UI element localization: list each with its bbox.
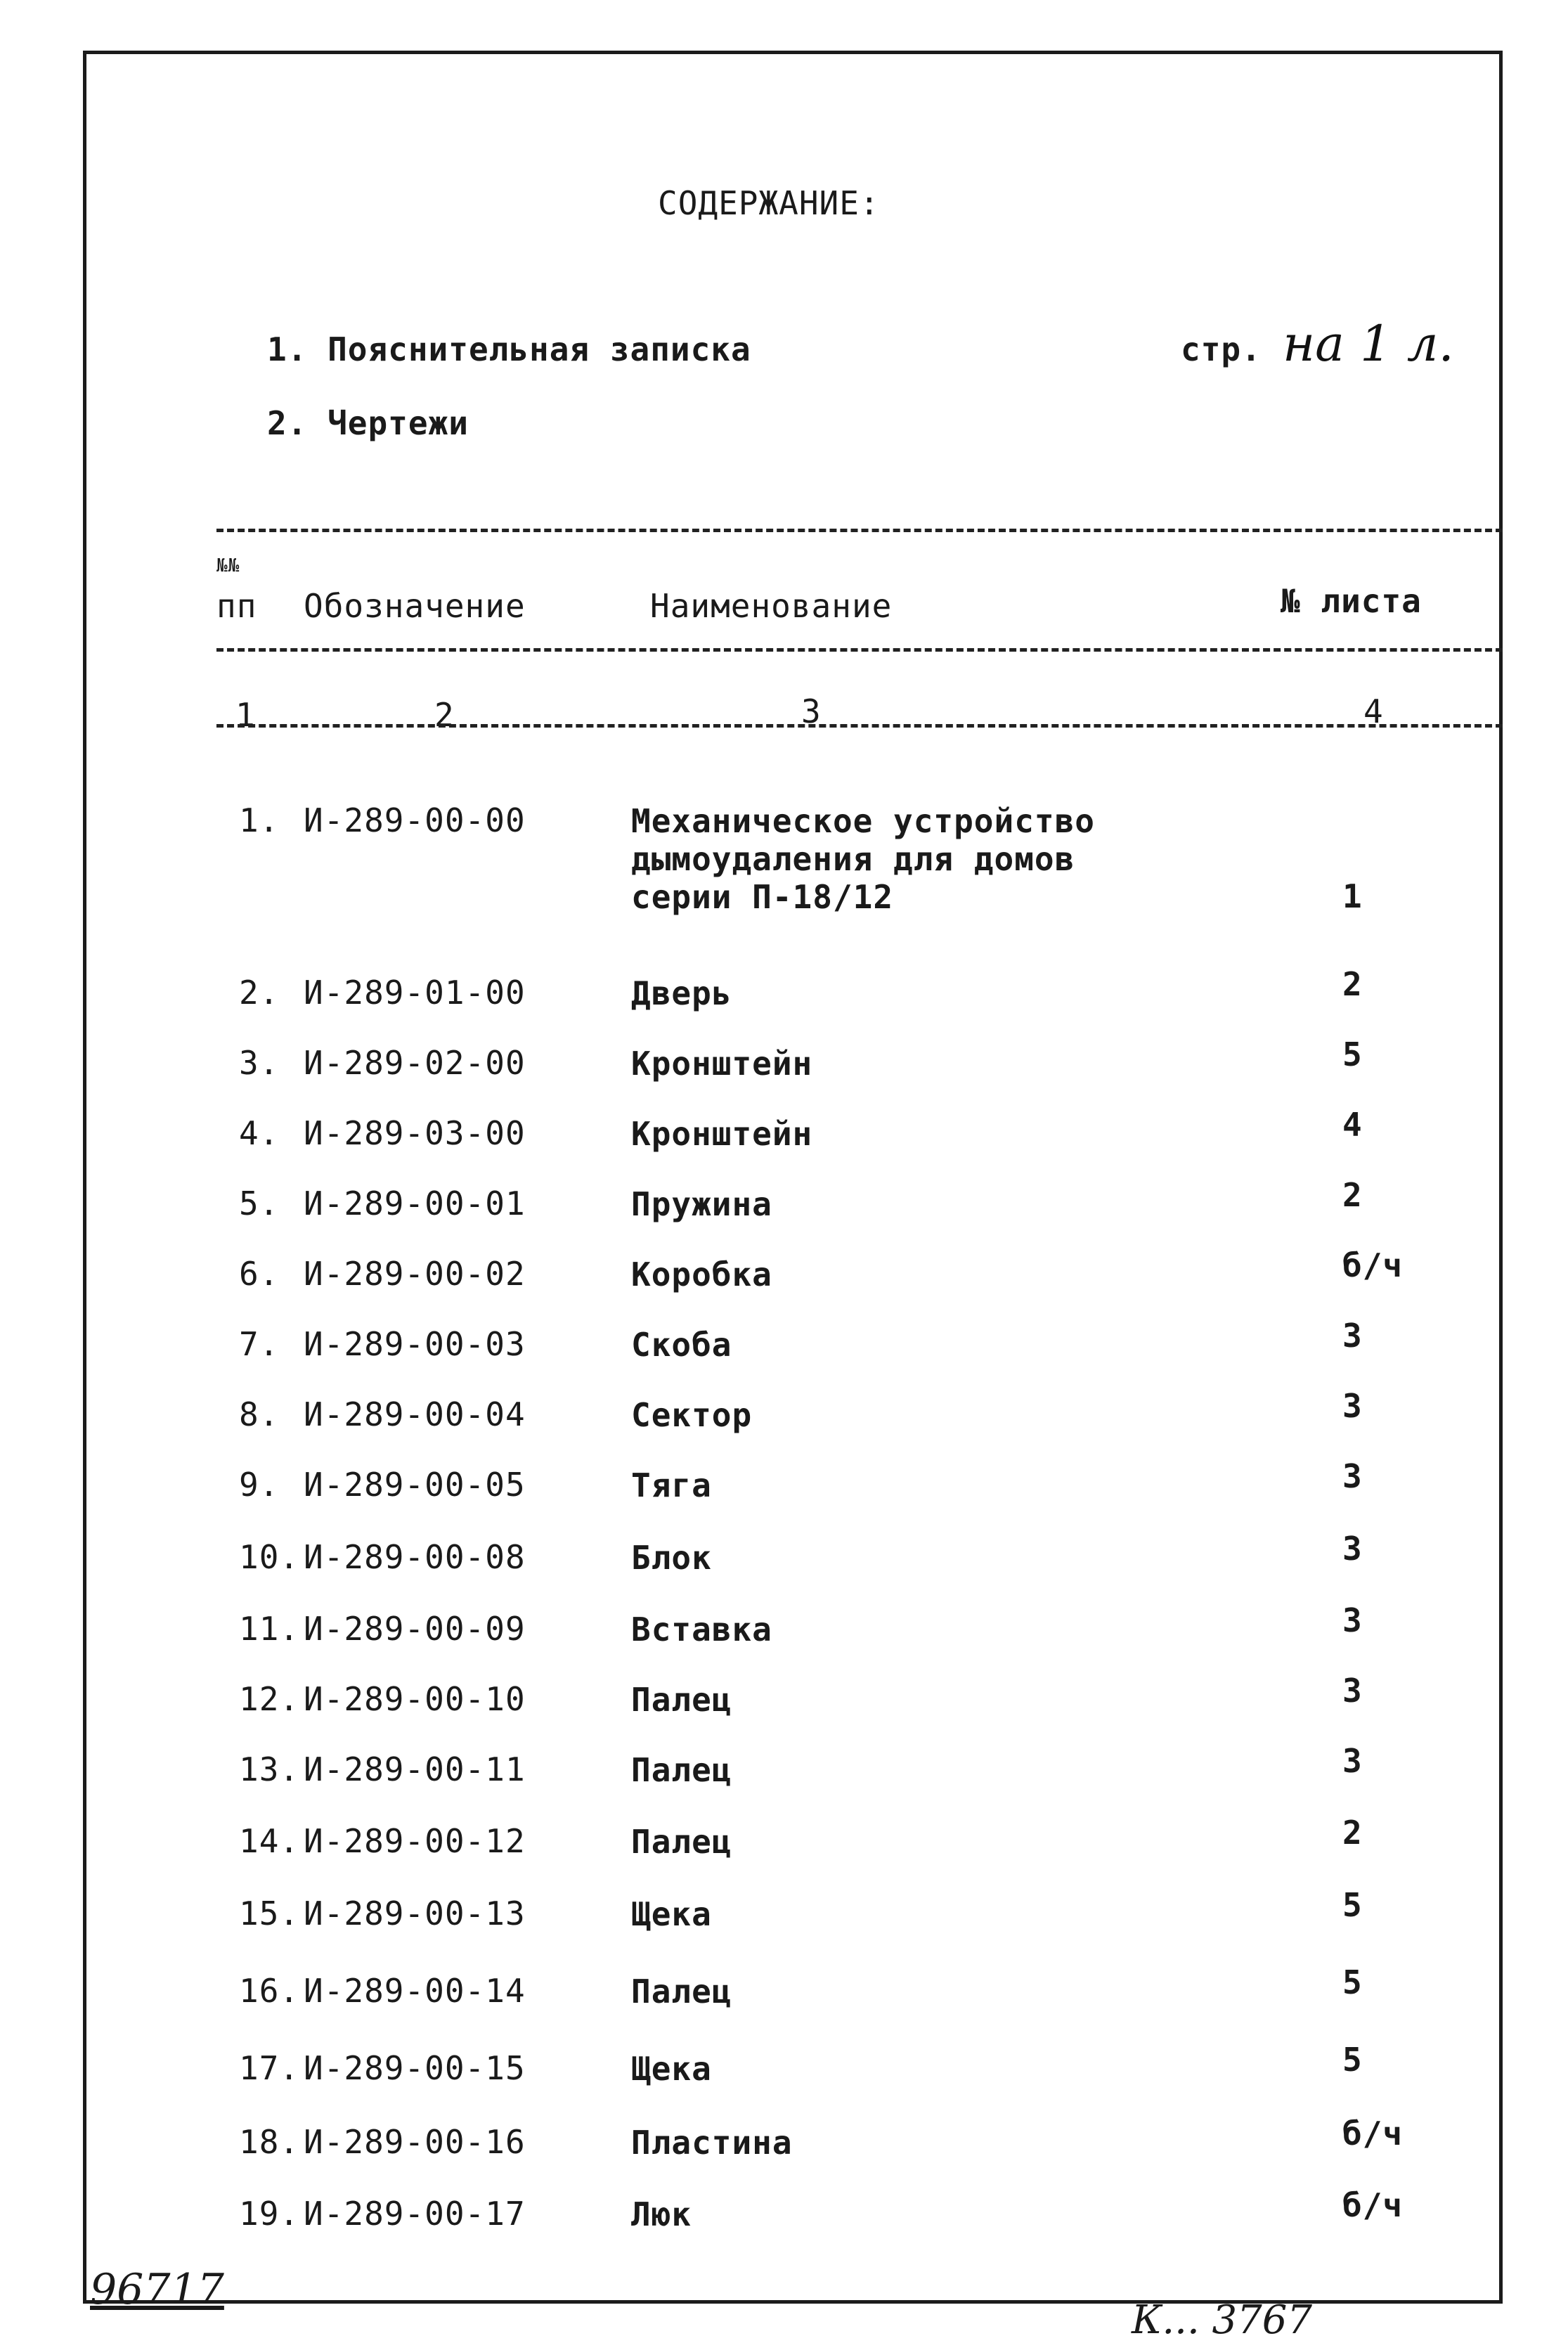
row-number: 4.: [239, 1114, 280, 1152]
row-sheet-number: б/ч: [1342, 1246, 1404, 1284]
row-name: Щека: [631, 1895, 712, 1933]
row-name: Палец: [631, 1823, 732, 1861]
row-sheet-number: 3: [1342, 1387, 1363, 1425]
page-reference-handwritten: на 1 л.: [1283, 315, 1454, 373]
row-number: 6.: [239, 1255, 280, 1293]
row-designation: И-289-00-04: [304, 1395, 526, 1433]
header-num-top: №№: [216, 555, 240, 576]
row-number: 10.: [239, 1538, 300, 1576]
row-sheet-number: 3: [1342, 1742, 1363, 1780]
row-name: Скоба: [631, 1326, 732, 1364]
row-number: 11.: [239, 1610, 300, 1648]
bottom-note: К... 3767: [1132, 2297, 1313, 2343]
row-name: дымоудаления для домов: [631, 840, 1075, 878]
row-number: 17.: [239, 2049, 300, 2087]
row-sheet-number: 3: [1342, 1601, 1363, 1639]
row-number: 13.: [239, 1750, 300, 1788]
row-number: 7.: [239, 1325, 280, 1363]
document-frame: [83, 51, 1503, 2304]
row-designation: И-289-00-09: [304, 1610, 526, 1648]
row-sheet-number: 2: [1342, 965, 1363, 1003]
row-name: Палец: [631, 1973, 732, 2010]
row-designation: И-289-00-03: [304, 1325, 526, 1363]
header-num: пп: [216, 587, 257, 625]
row-name: Люк: [631, 2195, 692, 2233]
row-designation: И-289-00-12: [304, 1822, 526, 1860]
row-number: 3.: [239, 1044, 280, 1082]
column-number-1: 1: [235, 696, 255, 734]
row-sheet-number: 2: [1342, 1814, 1363, 1852]
row-designation: И-289-03-00: [304, 1114, 526, 1152]
row-name: Вставка: [631, 1611, 772, 1648]
row-sheet-number: 5: [1342, 2041, 1363, 2079]
row-sheet-number: 5: [1342, 1963, 1363, 2001]
row-sheet-number: б/ч: [1342, 2115, 1404, 2152]
row-designation: И-289-02-00: [304, 1044, 526, 1082]
row-number: 2.: [239, 974, 280, 1012]
row-name: Кронштейн: [631, 1045, 813, 1083]
row-name: Палец: [631, 1751, 732, 1789]
document-title: СОДЕРЖАНИЕ:: [658, 184, 880, 222]
row-number: 14.: [239, 1822, 300, 1860]
row-designation: И-289-00-00: [304, 801, 526, 839]
row-designation: И-289-00-16: [304, 2123, 526, 2161]
row-sheet-number: 3: [1342, 1317, 1363, 1355]
column-number-4: 4: [1363, 692, 1383, 730]
row-name: Блок: [631, 1539, 712, 1577]
page-reference-printed: стр.: [1181, 330, 1262, 368]
column-number-2: 2: [434, 696, 454, 734]
table-top-divider: [216, 529, 1503, 532]
row-designation: И-289-00-01: [304, 1185, 526, 1222]
row-number: 19.: [239, 2195, 300, 2233]
row-sheet-number: 3: [1342, 1672, 1363, 1710]
row-sheet-number: 3: [1342, 1530, 1363, 1568]
column-number-3: 3: [801, 692, 821, 730]
row-number: 1.: [239, 801, 280, 839]
row-number: 15.: [239, 1895, 300, 1932]
row-sheet-number: 5: [1342, 1886, 1363, 1924]
row-designation: И-289-00-17: [304, 2195, 526, 2233]
row-name: Пружина: [631, 1185, 772, 1223]
row-name: серии П-18/12: [631, 878, 894, 916]
row-sheet-number: 2: [1342, 1176, 1363, 1214]
row-sheet-number: 4: [1342, 1106, 1363, 1144]
row-name: Коробка: [631, 1256, 772, 1293]
row-number: 9.: [239, 1466, 280, 1504]
row-designation: И-289-00-10: [304, 1680, 526, 1718]
row-designation: И-289-00-08: [304, 1538, 526, 1576]
row-sheet-number: 1: [1342, 877, 1363, 915]
row-name: Сектор: [631, 1396, 753, 1434]
row-number: 8.: [239, 1395, 280, 1433]
header-name: Наименование: [650, 587, 893, 625]
row-designation: И-289-00-11: [304, 1750, 526, 1788]
row-number: 12.: [239, 1680, 300, 1718]
toc-item-drawings: 2. Чертежи: [267, 404, 469, 442]
toc-item-explanatory-note: 1. Пояснительная записка: [267, 330, 751, 368]
row-number: 16.: [239, 1972, 300, 2010]
row-designation: И-289-00-02: [304, 1255, 526, 1293]
row-name: Кронштейн: [631, 1115, 813, 1153]
row-designation: И-289-01-00: [304, 974, 526, 1012]
row-number: 5.: [239, 1185, 280, 1222]
row-name: Дверь: [631, 974, 732, 1012]
row-designation: И-289-00-05: [304, 1466, 526, 1504]
header-designation: Обозначение: [304, 587, 526, 625]
row-name: Тяга: [631, 1466, 712, 1504]
row-designation: И-289-00-15: [304, 2049, 526, 2087]
column-number-divider: [216, 724, 1503, 728]
row-designation: И-289-00-13: [304, 1895, 526, 1932]
row-sheet-number: 3: [1342, 1457, 1363, 1495]
row-sheet-number: б/ч: [1342, 2186, 1404, 2224]
row-sheet-number: 5: [1342, 1035, 1363, 1073]
row-designation: И-289-00-14: [304, 1972, 526, 2010]
row-name: Щека: [631, 2050, 712, 2088]
header-divider: [216, 648, 1503, 652]
header-sheet: № листа: [1281, 582, 1422, 620]
row-number: 18.: [239, 2123, 300, 2161]
row-name: Палец: [631, 1681, 732, 1719]
row-name: Механическое устройство: [631, 802, 1095, 840]
inventory-number: 96717: [90, 2265, 224, 2314]
row-name: Пластина: [631, 2124, 793, 2162]
